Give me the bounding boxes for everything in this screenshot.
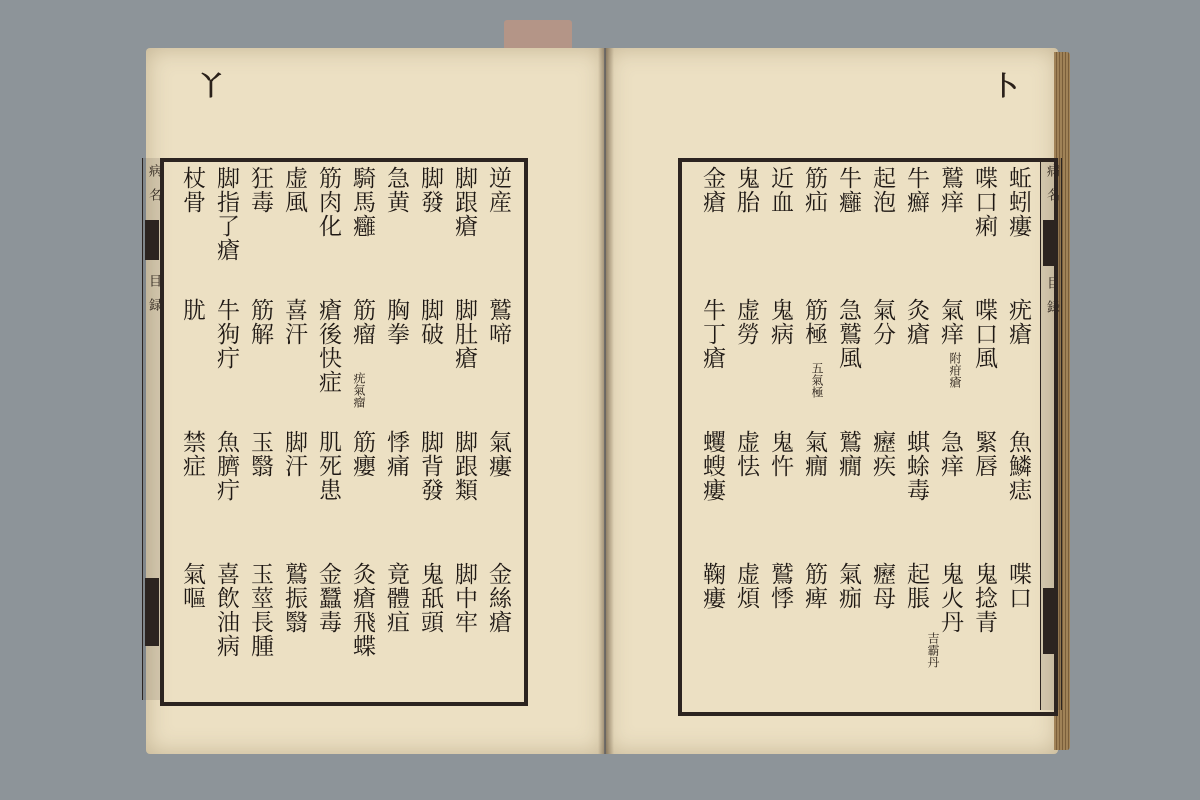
term-entry: 肌死患 bbox=[315, 430, 341, 502]
term-entry: 氣痒 bbox=[937, 298, 963, 346]
term-entry: 鬼病 bbox=[767, 298, 793, 346]
term-entry: 脚肚瘡 bbox=[451, 298, 477, 370]
margin-block bbox=[145, 578, 159, 646]
term-entry: 狂毒 bbox=[247, 166, 273, 214]
annotation-note: 疣氣瘤 bbox=[352, 372, 366, 408]
term-entry: 金蠶毒 bbox=[315, 562, 341, 634]
term-entry: 逆産 bbox=[485, 166, 511, 214]
term-entry: 癧母 bbox=[869, 562, 895, 610]
right-folio-number: 卜 bbox=[992, 72, 1019, 102]
term-entry: 牛狗疔 bbox=[213, 298, 239, 370]
margin-char: 名 bbox=[146, 188, 161, 201]
term-entry: 虚煩 bbox=[733, 562, 759, 610]
margin-char: 録 bbox=[1044, 300, 1059, 313]
term-entry: 蠼螋瘻 bbox=[699, 430, 725, 502]
term-entry: 筋肉化 bbox=[315, 166, 341, 238]
term-entry: 喜飲油病 bbox=[213, 562, 239, 658]
term-entry: 魚臍疔 bbox=[213, 430, 239, 502]
term-entry: 騎馬癰 bbox=[349, 166, 375, 238]
term-entry: 鬼捻青 bbox=[971, 562, 997, 634]
margin-char: 目 bbox=[146, 274, 161, 287]
term-entry: 喋口 bbox=[1005, 562, 1031, 610]
term-entry: 鷲癇 bbox=[835, 430, 861, 478]
margin-char: 録 bbox=[146, 298, 161, 311]
term-entry: 脚背發 bbox=[417, 430, 443, 502]
term-entry: 急鷲風 bbox=[835, 298, 861, 370]
term-entry: 肬 bbox=[179, 298, 205, 322]
term-entry: 近血 bbox=[767, 166, 793, 214]
term-entry: 筋痺 bbox=[801, 562, 827, 610]
term-entry: 灸瘡飛蝶 bbox=[349, 562, 375, 658]
term-entry: 金絲瘡 bbox=[485, 562, 511, 634]
term-entry: 虚勞 bbox=[733, 298, 759, 346]
term-entry: 鞠瘻 bbox=[699, 562, 725, 610]
term-entry: 筋癭 bbox=[349, 430, 375, 478]
term-entry: 脚發 bbox=[417, 166, 443, 214]
term-entry: 魚鱗痣 bbox=[1005, 430, 1031, 502]
margin-char: 病 bbox=[146, 164, 161, 177]
open-book bbox=[146, 42, 1072, 758]
term-entry: 金瘡 bbox=[699, 166, 725, 214]
term-entry: 鷲痒 bbox=[937, 166, 963, 214]
term-entry: 脚跟類 bbox=[451, 430, 477, 502]
term-entry: 鬼火丹 bbox=[937, 562, 963, 634]
term-entry: 脚跟瘡 bbox=[451, 166, 477, 238]
annotation-note: 五氣極 bbox=[810, 362, 824, 398]
term-entry: 鬼舐頭 bbox=[417, 562, 443, 634]
margin-char: 病 bbox=[1044, 164, 1059, 177]
margin-char: 名 bbox=[1044, 188, 1059, 201]
term-entry: 蜞蜍毒 bbox=[903, 430, 929, 502]
term-entry: 筋極 bbox=[801, 298, 827, 346]
term-entry: 鷲啼 bbox=[485, 298, 511, 346]
term-entry: 牛癬 bbox=[903, 166, 929, 214]
term-entry: 氣嘔 bbox=[179, 562, 205, 610]
term-entry: 急痒 bbox=[937, 430, 963, 478]
annotation-note: 吉霸丹 bbox=[926, 632, 940, 668]
term-entry: 虚怯 bbox=[733, 430, 759, 478]
term-entry: 杖骨 bbox=[179, 166, 205, 214]
term-entry: 虚風 bbox=[281, 166, 307, 214]
term-entry: 筋瘤 bbox=[349, 298, 375, 346]
term-entry: 氣瘻 bbox=[485, 430, 511, 478]
term-entry: 起脹 bbox=[903, 562, 929, 610]
book-gutter bbox=[598, 48, 614, 754]
term-entry: 喋口風 bbox=[971, 298, 997, 370]
term-entry: 鬼忤 bbox=[767, 430, 793, 478]
term-entry: 禁症 bbox=[179, 430, 205, 478]
term-entry: 鬼胎 bbox=[733, 166, 759, 214]
margin-block bbox=[145, 220, 159, 260]
term-entry: 喋口痢 bbox=[971, 166, 997, 238]
left-folio-number: 丫 bbox=[198, 72, 225, 102]
term-entry: 玉翳 bbox=[247, 430, 273, 478]
term-entry: 急黄 bbox=[383, 166, 409, 214]
term-entry: 起泡 bbox=[869, 166, 895, 214]
term-entry: 胸拳 bbox=[383, 298, 409, 346]
term-entry: 脚破 bbox=[417, 298, 443, 346]
term-entry: 喜汗 bbox=[281, 298, 307, 346]
term-entry: 癧疾 bbox=[869, 430, 895, 478]
term-entry: 悸痛 bbox=[383, 430, 409, 478]
annotation-note: 附疳瘡 bbox=[948, 352, 962, 388]
term-entry: 鷲振翳 bbox=[281, 562, 307, 634]
term-entry: 蚯蚓瘻 bbox=[1005, 166, 1031, 238]
term-entry: 脚汗 bbox=[281, 430, 307, 478]
term-entry: 灸瘡 bbox=[903, 298, 929, 346]
term-entry: 牛癰 bbox=[835, 166, 861, 214]
term-entry: 瘡後快症 bbox=[315, 298, 341, 394]
term-entry: 疣瘡 bbox=[1005, 298, 1031, 346]
term-entry: 玉莖長腫 bbox=[247, 562, 273, 658]
term-entry: 脚中牢 bbox=[451, 562, 477, 634]
term-entry: 氣癇 bbox=[801, 430, 827, 478]
term-entry: 緊唇 bbox=[971, 430, 997, 478]
term-entry: 牛丁瘡 bbox=[699, 298, 725, 370]
term-entry: 筋解 bbox=[247, 298, 273, 346]
term-entry: 脚指了瘡 bbox=[213, 166, 239, 262]
term-entry: 氣痂 bbox=[835, 562, 861, 610]
term-entry: 筋疝 bbox=[801, 166, 827, 214]
margin-char: 目 bbox=[1044, 276, 1059, 289]
term-entry: 竟體疽 bbox=[383, 562, 409, 634]
term-entry: 鷲悸 bbox=[767, 562, 793, 610]
term-entry: 氣分 bbox=[869, 298, 895, 346]
